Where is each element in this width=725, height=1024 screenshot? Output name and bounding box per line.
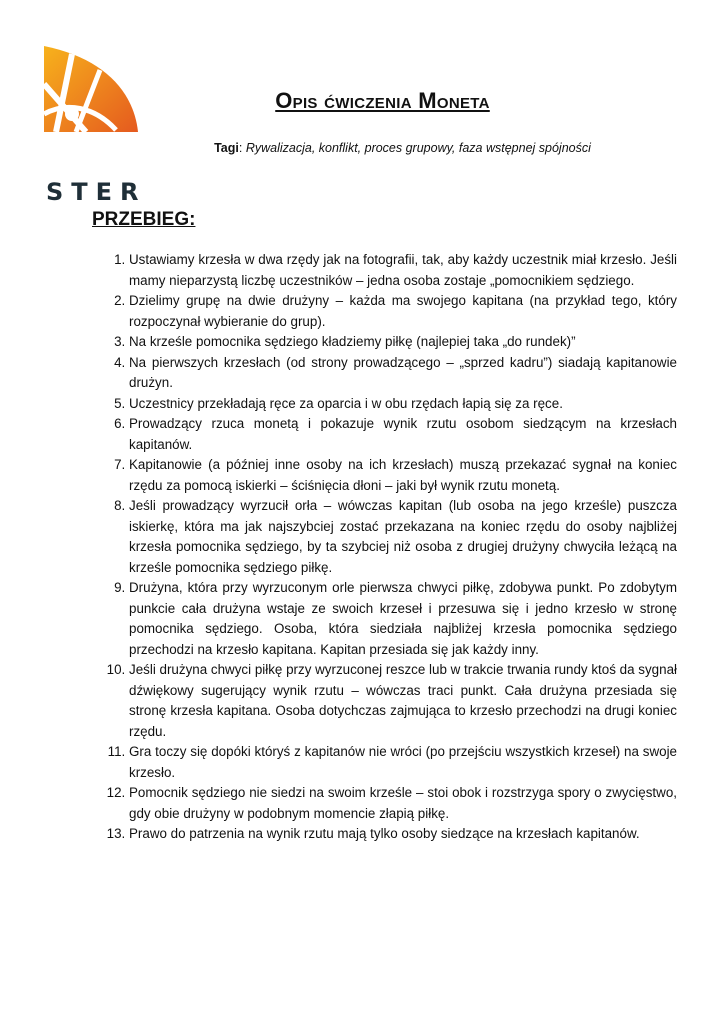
list-item: 6. Prowadzący rzuca monetą i pokazuje wynik rzutu osobom siedzącym na krzesłach kapitanów. [129,414,677,455]
list-item: 8. Jeśli prowadzący wyrzucił orła – wówczas kapitan (lub osoba na jego krześle) puszcza iskierkę, która ma jak najszybciej zostać przekazana na koniec rzędu do osoby najbliżej krzesła pomocnika sędziego, by ta szybciej niż osoba z drugiej drużyny chwyciła leżącą na krześle pomocnika sędziego piłkę. [129,496,677,578]
section-title: PRZEBIEG: [92,209,196,230]
logo-wordmark: STER [46,178,147,206]
list-item: 5. Uczestnicy przekładają ręce za oparcia i w obu rzędach łapią się za ręce. [129,394,677,415]
list-item: 9. Drużyna, która przy wyrzuconym orle pierwsza chwyci piłkę, zdobywa punkt. Po zdobytym punkcie cała drużyna wstaje ze swoich krzeseł i przesuwa się i jedno krzesło w stronę pomocnika sędziego. Osoba, która siedziała najbliżej krzesła pomocnika sędziego przechodzi na krzesło kapitana. Kapitan przesiada się jak każdy inny. [129,578,677,660]
list-item: 7. Kapitanowie (a później inne osoby na ich krzesłach) muszą przekazać sygnał na koniec rzędu za pomocą iskierki – ściśnięcia dłoni – jaki był wynik rzutu monetą. [129,455,677,496]
page-title: Opis ćwiczenia Moneta [275,88,490,113]
tags-label: Tagi [214,141,239,155]
list-item: 3. Na krześle pomocnika sędziego kładziemy piłkę (najlepiej taka „do rundek)” [129,332,677,353]
list-item: 12. Pomocnik sędziego nie siedzi na swoim krześle – stoi obok i rozstrzyga spory o zwycięstwo, gdy obie drużyny w podobnym momencie złapią piłkę. [129,783,677,824]
list-item: 4. Na pierwszych krzesłach (od strony prowadzącego – „sprzed kadru”) siadają kapitanowie drużyn. [129,353,677,394]
tags-line: Tagi: Rywalizacja, konflikt, proces grupowy, faza wstępnej spójności [214,141,591,155]
tags-value: Rywalizacja, konflikt, proces grupowy, faza wstępnej spójności [245,141,591,155]
list-item: 10. Jeśli drużyna chwyci piłkę przy wyrzuconej reszce lub w trakcie trwania rundy ktoś da sygnał dźwiękowy sugerujący wynik rzutu – wówczas traci punkt. Cała drużyna przesiada się stronę krzesła kapitana. Osoba dotychczas zajmująca to krzesło przechodzi na drugi koniec rzędu. [129,660,677,742]
list-item: 2. Dzielimy grupę na dwie drużyny – każda ma swojego kapitana (na przykład tego, który rozpoczynał wybieranie do grup). [129,291,677,332]
steps-list [90,250,677,845]
list-item: 13. Prawo do patrzenia na wynik rzutu mają tylko osoby siedzące na krzesłach kapitanów. [129,824,677,845]
list-item: 1. Ustawiamy krzesła w dwa rzędy jak na fotografii, tak, aby każdy uczestnik miał krzesło. Jeśli mamy nieparzystą liczbę uczestników – jedna osoba zostaje „pomocnikiem sędziego. [129,250,677,291]
list-item: 11. Gra toczy się dopóki któryś z kapitanów nie wróci (po przejściu wszystkich krzeseł) na swoje krzesło. [129,742,677,783]
